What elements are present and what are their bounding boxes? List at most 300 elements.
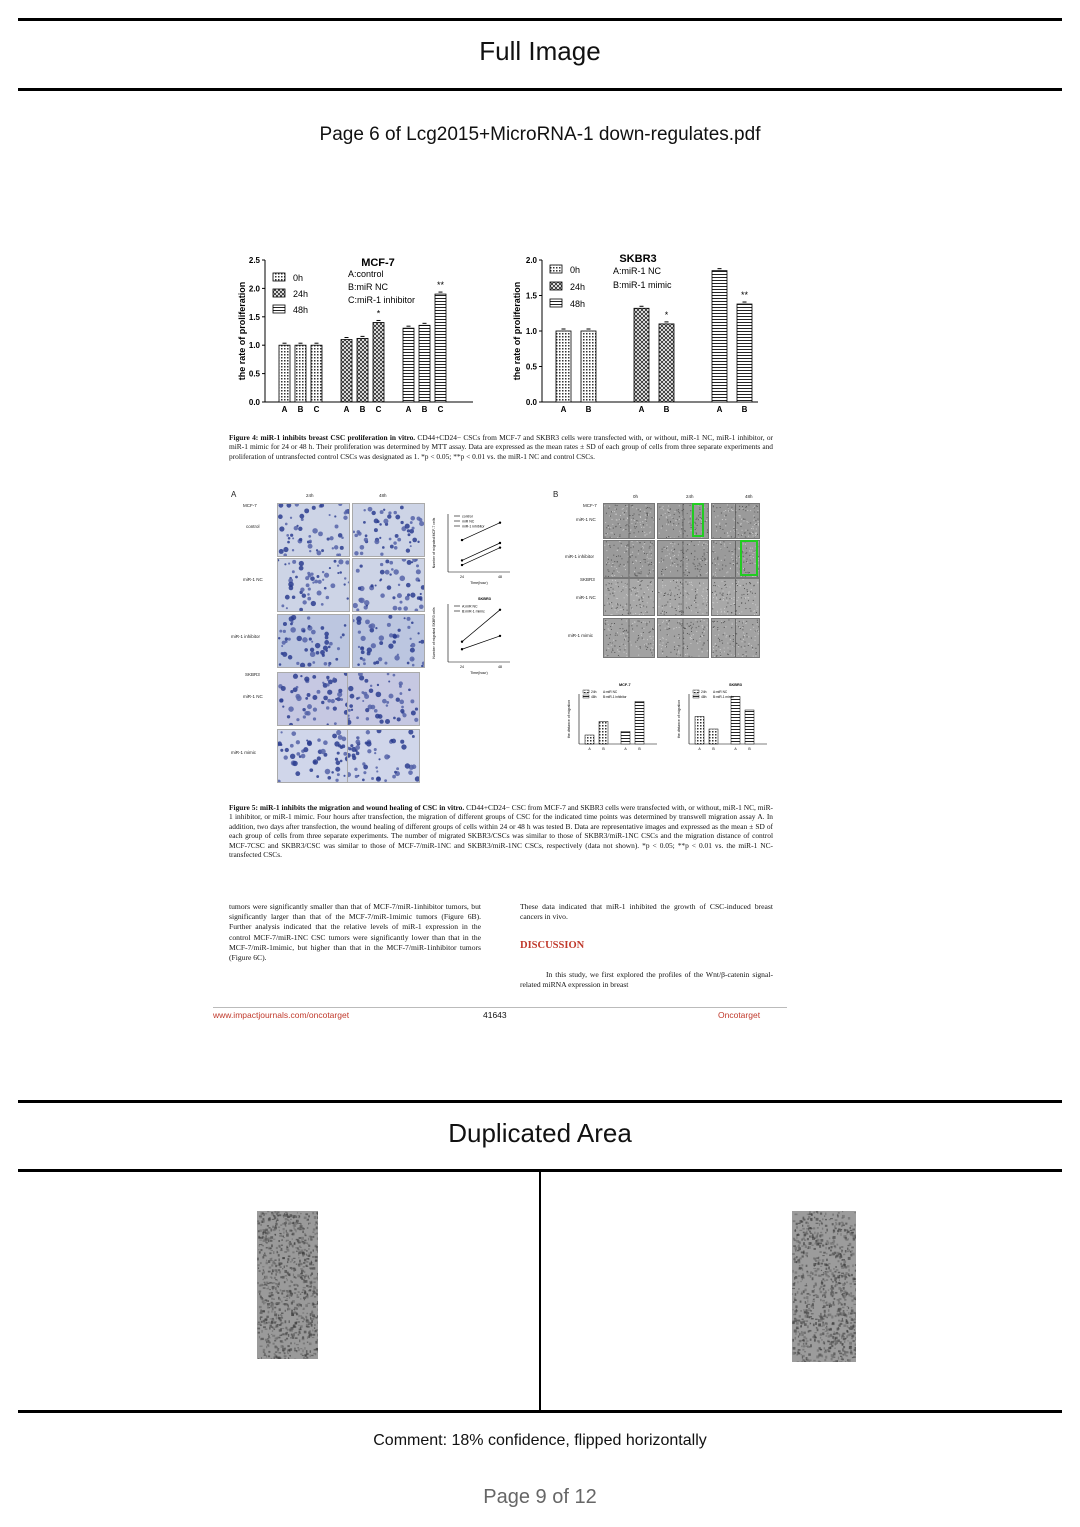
texture-speck xyxy=(638,638,639,639)
texture-speck xyxy=(841,1226,843,1227)
cell-dot xyxy=(324,573,329,578)
texture-speck xyxy=(612,614,613,615)
texture-speck xyxy=(280,1289,282,1291)
texture-speck xyxy=(829,1329,832,1331)
texture-speck xyxy=(624,552,625,553)
texture-speck xyxy=(746,656,747,657)
texture-speck xyxy=(637,522,638,523)
texture-speck xyxy=(673,551,674,552)
texture-speck xyxy=(802,1340,805,1341)
row-a-skbr3-nc: miR-1 NC xyxy=(243,694,263,699)
texture-speck xyxy=(260,1346,263,1347)
texture-speck xyxy=(643,593,644,594)
texture-speck xyxy=(687,633,688,634)
texture-speck xyxy=(683,638,684,639)
texture-speck xyxy=(638,550,639,551)
texture-speck xyxy=(855,1314,856,1317)
texture-speck xyxy=(821,1270,822,1271)
x-tick-label: 24 xyxy=(460,575,464,579)
texture-speck xyxy=(264,1320,265,1321)
texture-speck xyxy=(825,1219,827,1220)
texture-speck xyxy=(798,1223,801,1224)
cell-dot xyxy=(372,511,376,515)
texture-speck xyxy=(807,1312,809,1314)
texture-speck xyxy=(309,1236,311,1238)
dup-divider xyxy=(539,1172,541,1412)
bar-chart-mcf7-migration xyxy=(563,680,663,758)
texture-speck xyxy=(263,1239,266,1242)
texture-speck xyxy=(614,595,615,596)
texture-speck xyxy=(616,509,617,510)
texture-speck xyxy=(674,562,675,563)
texture-speck xyxy=(299,1215,300,1217)
texture-speck xyxy=(619,534,620,535)
texture-speck xyxy=(801,1275,804,1278)
texture-speck xyxy=(750,522,751,523)
texture-speck xyxy=(713,542,714,543)
texture-speck xyxy=(268,1260,270,1263)
texture-speck xyxy=(743,632,744,633)
texture-speck xyxy=(608,544,609,545)
texture-speck xyxy=(743,594,744,595)
texture-speck xyxy=(757,534,758,535)
texture-speck xyxy=(260,1338,262,1340)
texture-speck xyxy=(797,1343,799,1346)
texture-speck xyxy=(616,612,617,613)
texture-speck xyxy=(796,1234,798,1236)
texture-speck xyxy=(287,1291,289,1293)
texture-speck xyxy=(678,608,679,609)
texture-speck xyxy=(662,581,663,582)
texture-speck xyxy=(837,1233,838,1234)
texture-speck xyxy=(615,514,616,515)
legend-label: 0h xyxy=(570,265,581,275)
texture-speck xyxy=(833,1352,835,1355)
texture-speck xyxy=(271,1326,273,1327)
cell-dot xyxy=(357,663,360,666)
texture-speck xyxy=(645,611,646,612)
cell-dot xyxy=(341,537,344,540)
texture-speck xyxy=(677,564,678,565)
texture-speck xyxy=(281,1342,284,1343)
texture-speck xyxy=(693,624,694,625)
texture-speck xyxy=(280,1250,283,1251)
texture-speck xyxy=(752,603,753,604)
texture-speck xyxy=(804,1239,806,1241)
texture-speck xyxy=(817,1232,819,1234)
texture-speck xyxy=(679,597,680,598)
texture-speck xyxy=(669,511,670,512)
texture-speck xyxy=(668,621,669,622)
cell-dot xyxy=(337,572,339,574)
bar xyxy=(581,331,596,402)
texture-speck xyxy=(310,1317,311,1320)
texture-speck xyxy=(816,1211,818,1213)
cell-dot xyxy=(299,561,304,566)
texture-speck xyxy=(300,1298,301,1300)
texture-speck xyxy=(615,508,616,509)
texture-speck xyxy=(644,511,645,512)
texture-speck xyxy=(846,1314,847,1317)
texture-speck xyxy=(713,546,714,547)
texture-speck xyxy=(840,1291,843,1292)
texture-speck xyxy=(813,1285,815,1288)
texture-speck xyxy=(706,560,707,561)
texture-speck xyxy=(687,654,688,655)
texture-speck xyxy=(678,650,679,651)
texture-speck xyxy=(674,555,675,556)
wound-skbr3-nc-24h xyxy=(657,578,709,616)
texture-speck xyxy=(707,650,708,651)
cell-dot xyxy=(356,697,359,700)
texture-speck xyxy=(652,590,653,591)
texture-speck xyxy=(847,1306,849,1307)
texture-speck xyxy=(300,1327,301,1328)
cell-dot xyxy=(370,685,372,687)
texture-speck xyxy=(720,649,721,650)
texture-speck xyxy=(850,1322,852,1324)
texture-speck xyxy=(720,537,721,538)
texture-speck xyxy=(754,640,755,641)
texture-speck xyxy=(303,1357,305,1359)
texture-speck xyxy=(687,570,688,571)
texture-speck xyxy=(312,1334,315,1336)
texture-speck xyxy=(614,652,615,653)
texture-speck xyxy=(808,1222,809,1224)
cell-dot xyxy=(304,508,309,513)
texture-speck xyxy=(717,612,718,613)
texture-speck xyxy=(285,1212,287,1214)
texture-speck xyxy=(717,559,718,560)
texture-speck xyxy=(314,1233,316,1234)
cell-dot xyxy=(332,734,337,739)
texture-speck xyxy=(853,1280,855,1282)
texture-speck xyxy=(714,558,715,559)
texture-speck xyxy=(812,1234,814,1237)
texture-speck xyxy=(286,1290,288,1291)
texture-speck xyxy=(854,1322,856,1324)
texture-speck xyxy=(606,533,607,534)
texture-speck xyxy=(841,1304,843,1306)
cell-dot xyxy=(399,692,402,695)
texture-speck xyxy=(684,590,685,591)
texture-speck xyxy=(312,1267,315,1269)
texture-speck xyxy=(676,610,677,611)
texture-speck xyxy=(643,621,644,622)
texture-speck xyxy=(836,1340,837,1342)
texture-speck xyxy=(696,607,697,608)
texture-speck xyxy=(641,622,642,623)
texture-speck xyxy=(838,1212,840,1214)
texture-speck xyxy=(685,591,686,592)
cell-dot xyxy=(307,663,311,667)
cell-dot xyxy=(329,514,331,516)
texture-speck xyxy=(674,514,675,515)
texture-speck xyxy=(679,519,680,520)
cell-dot xyxy=(386,701,389,704)
texture-speck xyxy=(796,1226,797,1228)
texture-speck xyxy=(823,1316,826,1317)
texture-speck xyxy=(666,537,667,538)
legend-swatch xyxy=(693,695,699,698)
texture-speck xyxy=(850,1352,853,1354)
texture-speck xyxy=(822,1259,824,1262)
texture-speck xyxy=(680,611,681,612)
texture-speck xyxy=(743,509,744,510)
texture-speck xyxy=(672,525,673,526)
texture-speck xyxy=(274,1269,276,1271)
texture-speck xyxy=(616,608,617,609)
x-axis-label: Time(hour) xyxy=(470,671,488,675)
texture-speck xyxy=(825,1247,826,1250)
texture-speck xyxy=(836,1269,839,1270)
texture-speck xyxy=(729,551,730,552)
texture-speck xyxy=(736,583,737,584)
texture-speck xyxy=(850,1250,853,1251)
texture-speck xyxy=(640,600,641,601)
texture-speck xyxy=(643,597,644,598)
texture-speck xyxy=(665,569,666,570)
texture-speck xyxy=(259,1244,262,1245)
texture-speck xyxy=(855,1347,856,1349)
texture-speck xyxy=(838,1287,840,1290)
texture-speck xyxy=(649,507,650,508)
texture-speck xyxy=(838,1272,840,1273)
cell-dot xyxy=(290,517,292,519)
cell-dot xyxy=(290,754,295,759)
texture-speck xyxy=(643,632,644,633)
texture-speck xyxy=(640,516,641,517)
texture-speck xyxy=(286,1232,288,1234)
key-label: B:miR-1 inhibitor xyxy=(603,695,627,699)
texture-speck xyxy=(612,643,613,644)
cell-dot xyxy=(296,752,300,756)
texture-speck xyxy=(758,524,759,525)
texture-speck xyxy=(618,548,619,549)
texture-speck xyxy=(614,545,615,546)
texture-speck xyxy=(813,1295,815,1296)
texture-speck xyxy=(616,598,617,599)
texture-speck xyxy=(299,1333,302,1334)
texture-speck xyxy=(818,1323,821,1326)
texture-speck xyxy=(638,637,639,638)
category-label: B xyxy=(663,405,670,414)
cell-dot xyxy=(415,608,419,611)
texture-speck xyxy=(833,1301,834,1304)
cell-dot xyxy=(394,655,399,660)
texture-speck xyxy=(848,1273,849,1276)
texture-speck xyxy=(669,593,670,594)
texture-speck xyxy=(638,553,639,554)
texture-speck xyxy=(714,552,715,553)
texture-speck xyxy=(679,552,680,553)
texture-speck xyxy=(678,523,679,524)
texture-speck xyxy=(608,648,609,649)
texture-speck xyxy=(834,1225,835,1227)
texture-speck xyxy=(737,584,738,585)
texture-speck xyxy=(278,1254,280,1256)
chart-title: SKBR3 xyxy=(619,253,657,265)
bar xyxy=(712,271,727,402)
texture-speck xyxy=(820,1239,823,1242)
texture-speck xyxy=(819,1245,821,1248)
texture-speck xyxy=(757,620,758,621)
cell-dot xyxy=(310,648,314,652)
texture-speck xyxy=(713,574,714,575)
texture-speck xyxy=(618,586,619,587)
texture-speck xyxy=(755,636,756,637)
texture-speck xyxy=(824,1347,825,1349)
texture-speck xyxy=(273,1343,275,1345)
texture-speck xyxy=(734,597,735,598)
legend-label: A:miR NC xyxy=(462,604,478,609)
texture-speck xyxy=(715,585,716,586)
texture-speck xyxy=(295,1337,298,1339)
texture-speck xyxy=(700,636,701,637)
texture-speck xyxy=(287,1258,289,1261)
texture-speck xyxy=(755,520,756,521)
document-page xyxy=(213,240,787,1030)
category-label: B xyxy=(421,405,428,414)
texture-speck xyxy=(608,576,609,577)
texture-speck xyxy=(623,519,624,520)
texture-speck xyxy=(623,508,624,509)
texture-speck xyxy=(611,583,612,584)
texture-speck xyxy=(676,520,677,521)
texture-speck xyxy=(742,506,743,507)
texture-speck xyxy=(796,1223,798,1225)
cell-dot xyxy=(411,711,416,716)
texture-speck xyxy=(807,1299,808,1302)
texture-speck xyxy=(824,1280,826,1281)
texture-speck xyxy=(701,537,702,538)
cell-dot xyxy=(393,541,396,544)
texture-speck xyxy=(721,611,722,612)
texture-speck xyxy=(792,1309,793,1310)
texture-speck xyxy=(617,632,618,633)
body-discussion-paragraph: In this study, we first explored the profiles of the Wnt/β-catenin signal-related miRNA expression in breast xyxy=(520,970,773,990)
texture-speck xyxy=(610,642,611,643)
texture-speck xyxy=(678,645,679,646)
texture-speck xyxy=(689,582,690,583)
texture-speck xyxy=(726,600,727,601)
y-axis-label: Number of migrated MCF-7 cells xyxy=(432,517,436,569)
texture-speck xyxy=(666,548,667,549)
texture-speck xyxy=(840,1324,841,1327)
texture-speck xyxy=(847,1265,850,1267)
texture-speck xyxy=(792,1293,793,1295)
texture-speck xyxy=(670,590,671,591)
texture-speck xyxy=(605,623,606,624)
cell-dot xyxy=(405,524,410,529)
texture-speck xyxy=(822,1307,824,1308)
texture-speck xyxy=(284,1237,285,1238)
texture-speck xyxy=(285,1225,286,1227)
texture-speck xyxy=(810,1233,812,1234)
texture-speck xyxy=(663,559,664,560)
texture-speck xyxy=(725,519,726,520)
texture-speck xyxy=(855,1349,856,1352)
micrograph-mimic-24h xyxy=(277,729,350,783)
texture-speck xyxy=(306,1350,308,1353)
cell-dot xyxy=(326,596,330,600)
texture-speck xyxy=(287,1345,289,1347)
texture-speck xyxy=(847,1310,848,1311)
cell-dot xyxy=(406,583,411,588)
texture-speck xyxy=(830,1334,833,1337)
texture-speck xyxy=(828,1247,830,1249)
texture-speck xyxy=(628,613,629,614)
micrograph-control-48h xyxy=(352,503,425,557)
texture-speck xyxy=(674,595,675,596)
texture-speck xyxy=(280,1276,282,1278)
texture-speck xyxy=(302,1308,304,1309)
texture-speck xyxy=(313,1278,316,1280)
texture-speck xyxy=(719,639,720,640)
cell-dot xyxy=(308,535,311,538)
texture-speck xyxy=(659,507,660,508)
texture-speck xyxy=(648,574,649,575)
y-tick-label: 1.5 xyxy=(248,312,260,322)
texture-speck xyxy=(259,1293,260,1295)
texture-speck xyxy=(623,631,624,632)
texture-speck xyxy=(606,541,607,542)
texture-speck xyxy=(296,1319,298,1320)
texture-speck xyxy=(681,595,682,596)
texture-speck xyxy=(623,609,624,610)
texture-speck xyxy=(824,1273,827,1275)
texture-speck xyxy=(725,626,726,627)
texture-speck xyxy=(796,1318,797,1321)
texture-speck xyxy=(826,1264,828,1266)
texture-speck xyxy=(285,1300,288,1301)
texture-speck xyxy=(317,1294,318,1295)
texture-speck xyxy=(719,524,720,525)
texture-speck xyxy=(289,1285,291,1287)
texture-speck xyxy=(824,1359,826,1361)
texture-speck xyxy=(288,1273,290,1275)
texture-speck xyxy=(287,1261,288,1263)
texture-speck xyxy=(699,638,700,639)
texture-speck xyxy=(836,1244,838,1246)
texture-speck xyxy=(287,1279,288,1281)
texture-speck xyxy=(793,1220,796,1222)
texture-speck xyxy=(302,1228,305,1229)
wound-mimic-24h xyxy=(657,618,709,658)
texture-speck xyxy=(725,586,726,587)
texture-speck xyxy=(310,1355,311,1358)
y-tick-label: 0.0 xyxy=(248,398,260,407)
texture-speck xyxy=(793,1320,795,1322)
row-b-mcf7: MCF-7 xyxy=(583,503,597,508)
texture-speck xyxy=(612,649,613,650)
texture-speck xyxy=(704,642,705,643)
texture-speck xyxy=(269,1292,270,1294)
texture-speck xyxy=(733,639,734,640)
texture-speck xyxy=(292,1238,293,1239)
texture-speck xyxy=(674,649,675,650)
texture-speck xyxy=(795,1229,796,1232)
texture-speck xyxy=(738,597,739,598)
cell-dot xyxy=(291,731,296,736)
texture-speck xyxy=(279,1271,281,1274)
texture-speck xyxy=(675,580,676,581)
texture-speck xyxy=(704,631,705,632)
texture-speck xyxy=(814,1217,815,1219)
texture-speck xyxy=(843,1274,846,1277)
texture-speck xyxy=(643,639,644,640)
texture-speck xyxy=(623,529,624,530)
